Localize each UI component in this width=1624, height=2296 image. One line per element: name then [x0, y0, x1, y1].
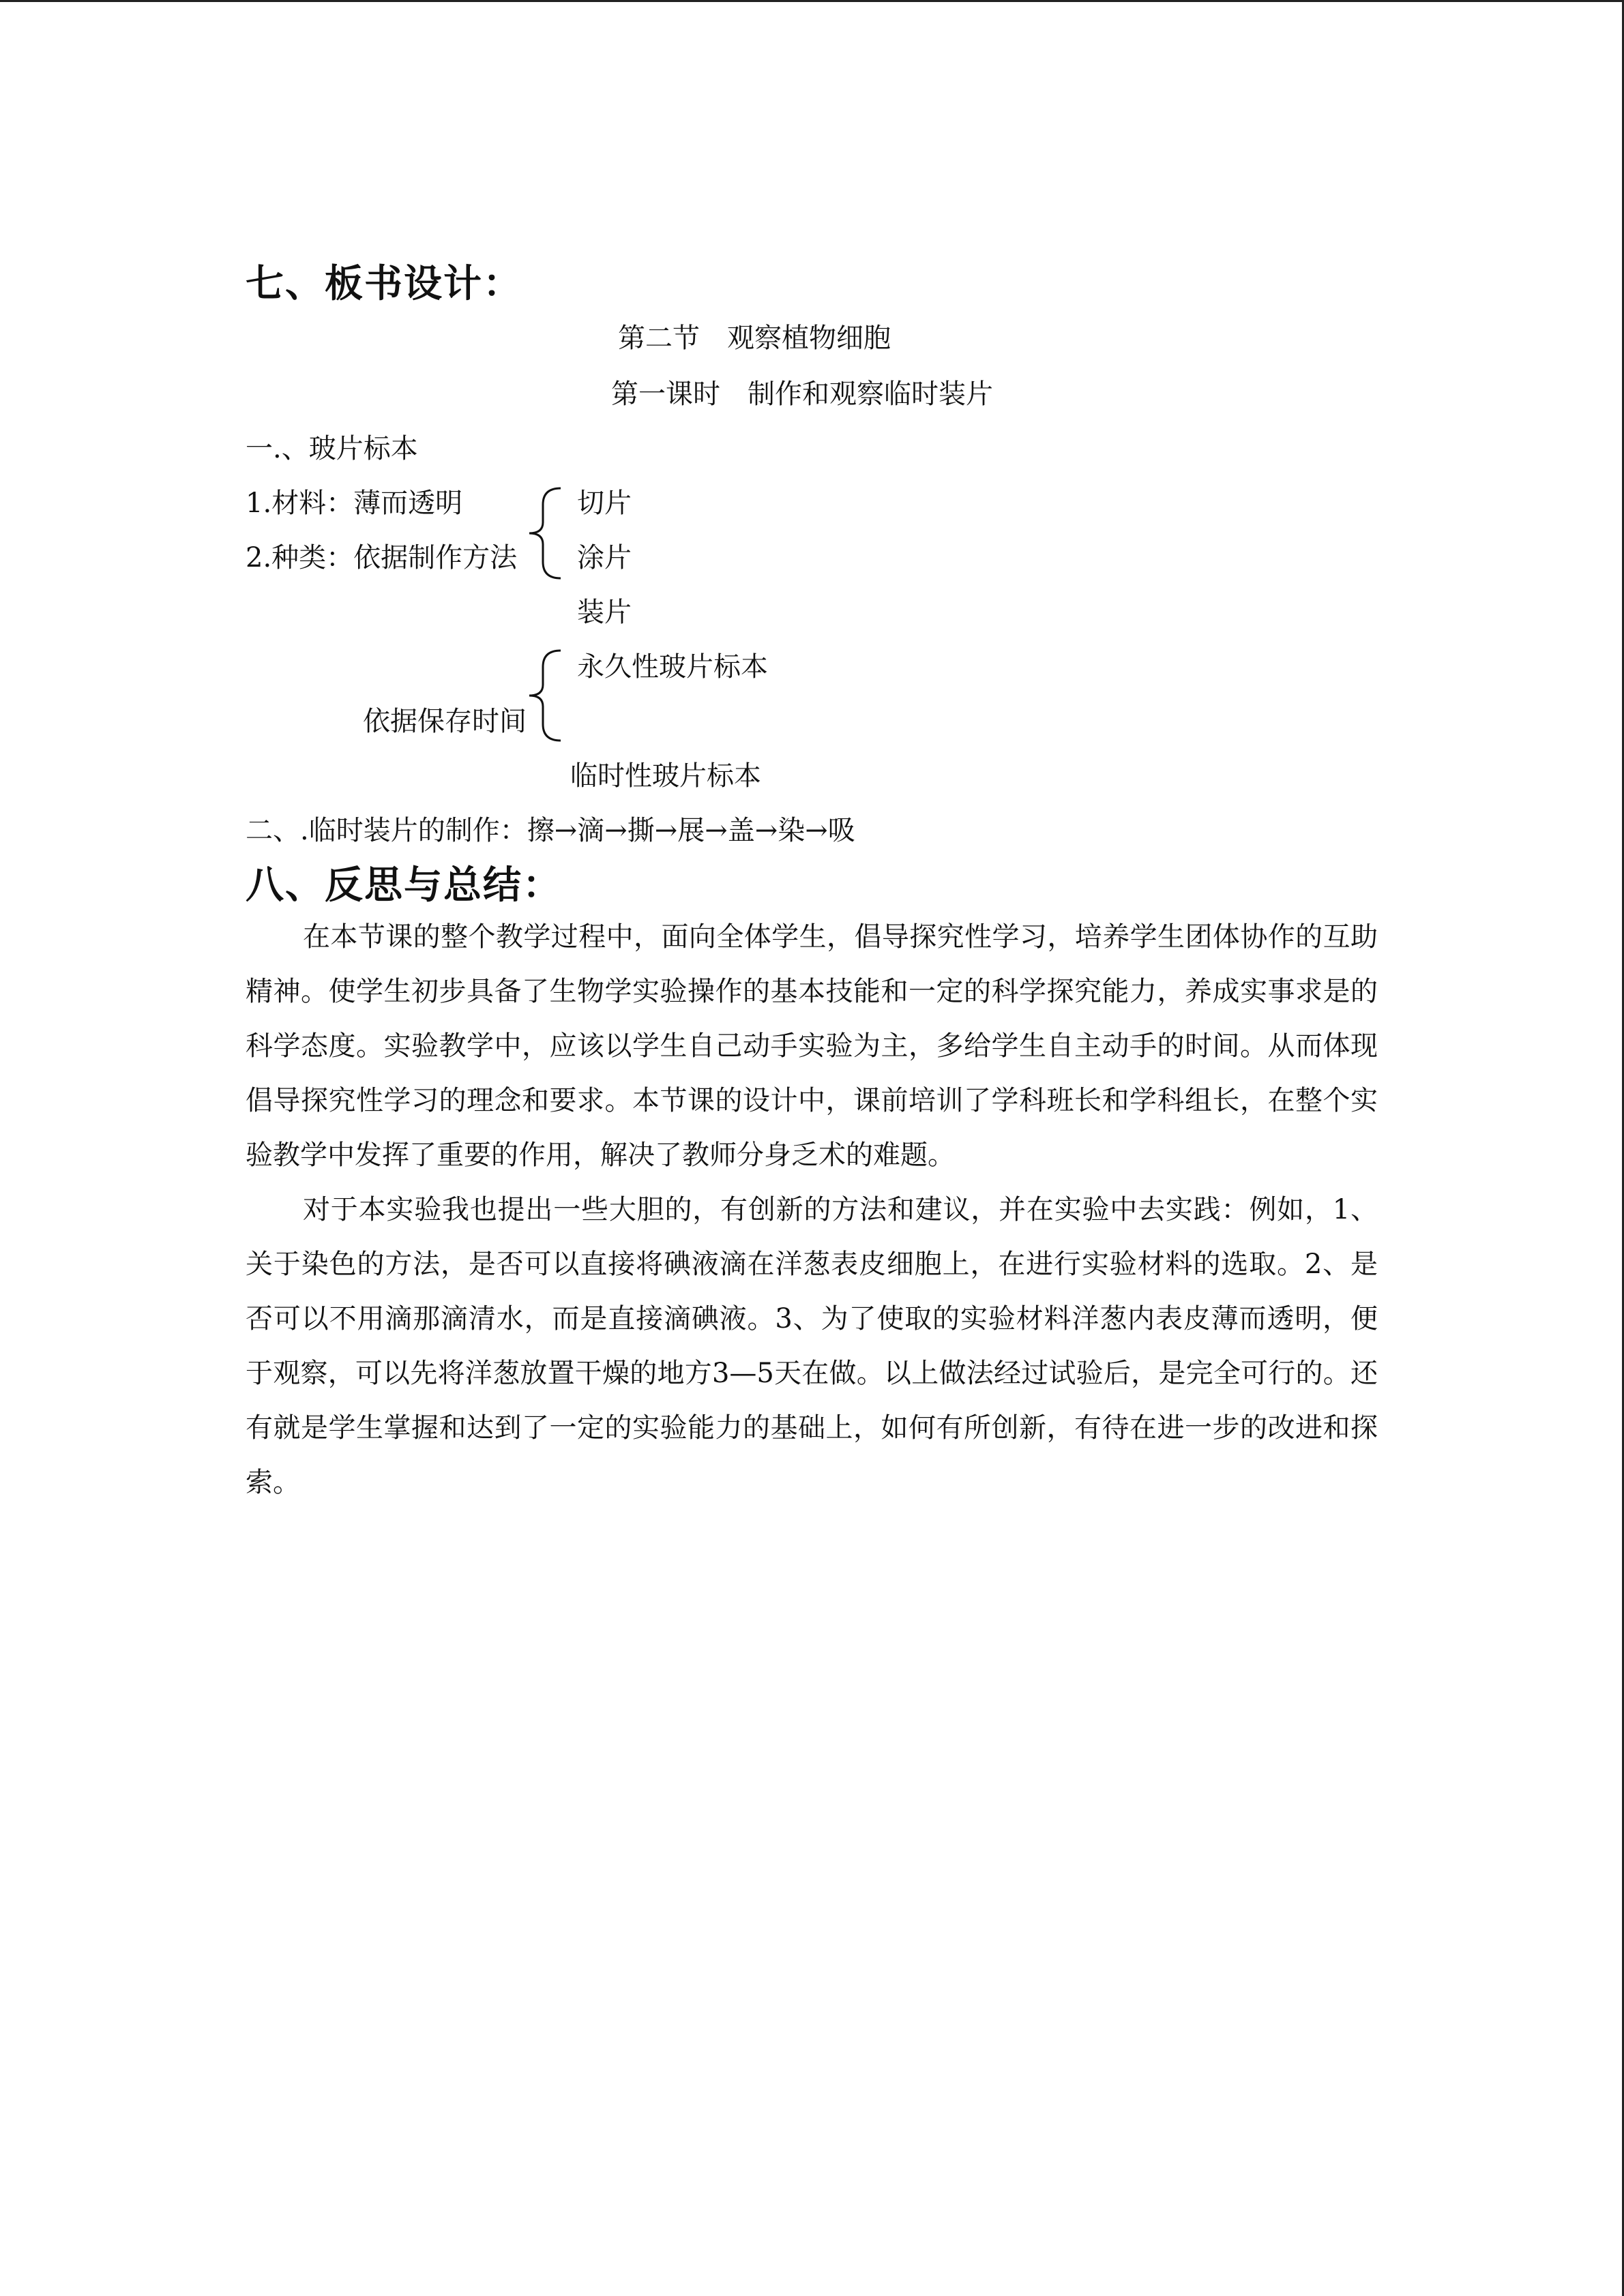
method-type-mount: 装片 — [577, 597, 632, 628]
method-type-slice: 切片 — [577, 488, 632, 519]
method-type-smear: 涂片 — [577, 542, 632, 573]
storage-type-temporary: 临时性玻片标本 — [570, 760, 761, 792]
section7-heading: 七、板书设计： — [246, 262, 522, 306]
storage-type-permanent: 永久性玻片标本 — [577, 651, 768, 683]
page-border-top — [0, 0, 1624, 2]
method-brace-icon — [513, 486, 567, 581]
materials-label: 1.材料：薄而透明 — [246, 488, 463, 519]
types-label: 2.种类：依据制作方法 — [246, 542, 518, 573]
storage-label: 依据保存时间 — [363, 706, 527, 737]
reflection-paragraph-1: 在本节课的整个教学过程中，面向全体学生，倡导探究性学习，培养学生团体协作的互助精神。使学生初步具备了生物学实验操作的基本技能和一定的科学探究能力，养成实事求是的科学态度。实验教学中，应该以学生自己动手实验为主，多给学生自主动手的时间。从而体现倡导探究性学习的理念和要求。本节课的设计中，课前培训了学科班长和学科组长，在整个实验教学中发挥了重要的作用，解决了教师分身乏术的难题。 — [246, 921, 1378, 1171]
board-subtitle-section: 第二节 观察植物细胞 — [618, 323, 891, 354]
item2-steps: 二、.临时装片的制作：擦→滴→撕→展→盖→染→吸 — [246, 815, 855, 846]
item1-title: 一.、玻片标本 — [246, 433, 418, 464]
section8-heading: 八、反思与总结： — [246, 863, 562, 908]
board-subtitle-lesson: 第一课时 制作和观察临时装片 — [611, 378, 993, 410]
reflection-paragraph-2: 对于本实验我也提出一些大胆的，有创新的方法和建议，并在实验中去实践：例如，1、关于染色的方法，是否可以直接将碘液滴在洋葱表皮细胞上，在进行实验材料的选取。2、是否可以不用滴那滴清水，而是直接滴碘液。3、为了使取的实验材料洋葱内表皮薄而透明，便于观察，可以先将洋葱放置干燥的地方3—5天在做。以上做法经过试验后，是完全可行的。还有就是学生掌握和达到了一定的实验能力的基础上，如何有所创新，有待在进一步的改进和探索。 — [246, 1194, 1378, 1498]
